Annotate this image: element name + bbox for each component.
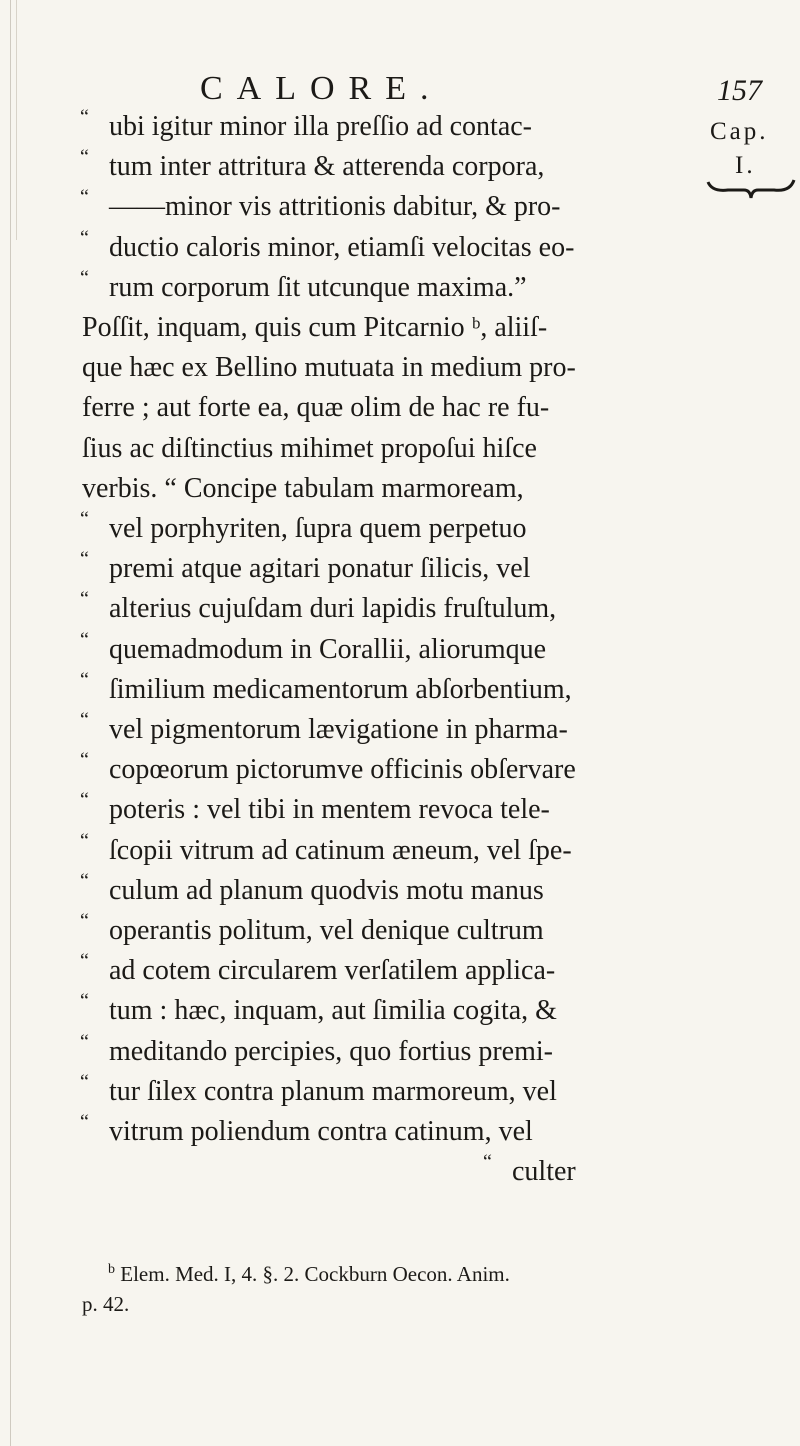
quote-mark: “ [80,146,89,169]
text-line: premi atque agitari ponatur ſilicis, vel [109,553,531,585]
text-line: operantis politum, vel denique cultrum [109,915,544,946]
quote-mark: “ [80,266,89,289]
quote-mark: “ [80,1030,89,1053]
quote-mark: “ [80,508,89,530]
text-line: ubi igitur minor illa preſſio ad contac- [109,111,532,142]
text-line: tur ſilex contra planum marmoreum, vel [109,1075,557,1107]
text-line: ſimilium medicamentorum abſorbentium, [109,673,572,705]
quote-mark: “ [80,106,89,128]
text-line: rum corporum ſit utcunque maxima.” [109,271,527,303]
quote-mark: “ [80,869,89,892]
text-line: que hæc ex Bellino mutuata in medium pro- [82,352,576,384]
margin-brace-icon [706,176,796,200]
text-line: culum ad planum quodvis motu manus [109,874,544,906]
quote-mark: “ [483,1151,492,1174]
page-edge-line [10,0,11,1446]
running-head: CALORE. [200,70,443,107]
quote-mark: “ [80,950,89,973]
quote-mark: “ [80,588,89,611]
text-line: alterius cujuſdam duri lapidis fruſtulum, [109,593,557,625]
quote-mark: “ [80,990,89,1013]
quote-mark: “ [80,829,89,852]
text-line: ad cotem circularem verſatilem applica- [109,955,556,987]
page-number: 157 [717,74,762,107]
text-line: poteris : vel tibi in mentem revoca tele- [109,794,550,826]
quote-mark: “ [80,548,89,571]
footnote-marker: b [108,1262,115,1277]
margin-cap: Cap. [710,118,769,145]
text-line: tum : hæc, inquam, aut ſimilia cogita, & [109,995,557,1027]
margin-chapter: I. [735,152,756,179]
text-line: copœorum pictorumve officinis obſervare [109,754,576,786]
footnote-line-1: Elem. Med. I, 4. §. 2. Cockburn Oecon. Anim. [120,1262,510,1286]
text-line: vitrum poliendum contra catinum, vel [109,1116,533,1147]
text-line: ductio caloris minor, etiamſi velocitas eo- [109,231,575,263]
text-line: tum inter attritura & atterenda corpora, [109,151,545,183]
quote-mark: “ [80,668,89,691]
text-line: ——minor vis attritionis dabitur, & pro- [109,191,561,223]
quote-mark: “ [80,709,89,731]
footnote [108,1262,510,1287]
quote-mark: “ [80,910,89,932]
quote-mark: “ [80,628,89,651]
text-line: vel porphyriten, ſupra quem perpetuo [109,513,527,544]
quote-mark: “ [80,226,89,249]
quote-mark: “ [80,1070,89,1093]
quote-mark: “ [80,186,89,209]
quote-mark: “ [80,749,89,772]
text-line: Poſſit, inquam, quis cum Pitcarnio ᵇ, aliiſ- [82,312,548,343]
text-line: ſius ac diſtinctius mihimet propoſui hiſce [82,432,537,464]
quote-mark: “ [80,1111,89,1133]
text-line: verbis. “ Concipe tabulam marmoream, [82,472,524,504]
footnote-line-2: p. 42. [82,1292,130,1316]
text-line: culter [512,1156,576,1188]
text-line: ferre ; aut forte ea, quæ olim de hac re fu- [82,392,550,424]
quote-mark: “ [80,789,89,812]
text-line: ſcopii vitrum ad catinum æneum, vel ſpe- [109,834,572,866]
page-edge-line-secondary [16,0,17,240]
text-line: quemadmodum in Corallii, aliorumque [109,633,547,665]
text-line: meditando percipies, quo fortius premi- [109,1035,553,1067]
text-line: vel pigmentorum lævigatione in pharma- [109,714,568,745]
